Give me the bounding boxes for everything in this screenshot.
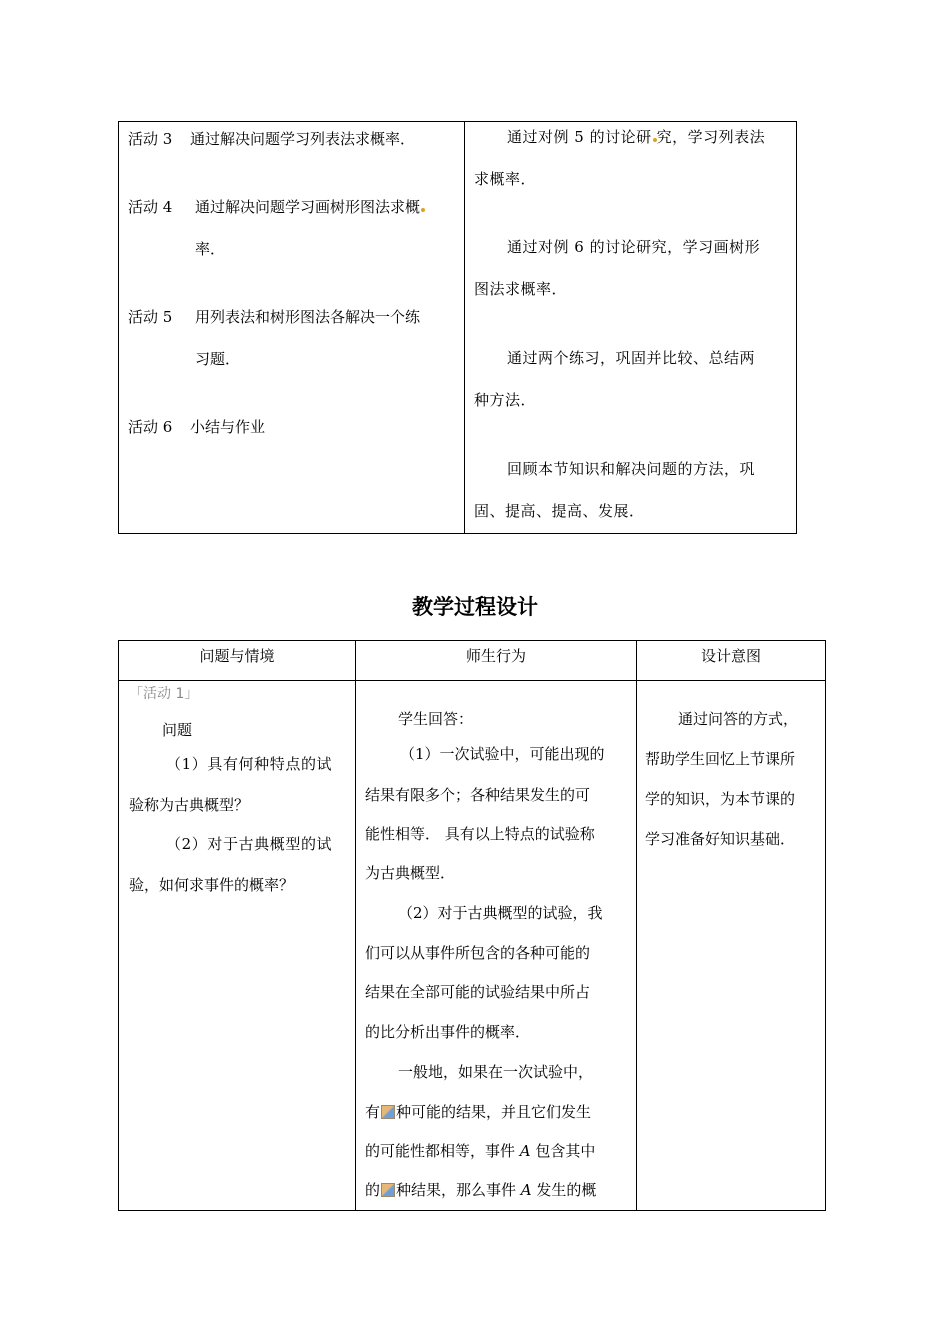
table-header-divider <box>119 680 825 681</box>
cell-line: 帮助学生回忆上节课所 <box>645 750 796 768</box>
activity-text: 通过解决问题学习列表法求概率． <box>190 130 416 148</box>
cell-line: 通过问答的方式， <box>678 710 799 728</box>
cell-line: 的比分析出事件的概率． <box>365 1023 531 1041</box>
table-column-divider <box>355 641 356 1210</box>
cell-line: 一般地，如果在一次试验中， <box>398 1063 594 1081</box>
activity-label: 活动 6 <box>128 418 173 436</box>
header-design-intent: 设计意图 <box>700 647 761 665</box>
header-teacher-student: 师生行为 <box>465 647 526 665</box>
cell-line: 能性相等． 具有以上特点的试验称 <box>365 825 595 843</box>
goal-paragraph-3: 通过两个练习，巩固并比较、总结两 种方法． <box>474 349 756 409</box>
process-table <box>118 640 826 1211</box>
activity-3 <box>128 126 415 152</box>
activity-text-line2: 习题． <box>195 350 241 368</box>
activity-label: 活动 5 <box>128 308 173 326</box>
cell-line: 们可以从事件所包含的各种可能的 <box>365 944 591 962</box>
cell-line: 有 种可能的结果，并且它们发生 <box>365 1103 592 1121</box>
mark-dot-icon <box>421 208 425 212</box>
cell-line: 结果有限多个；各种结果发生的可 <box>365 786 591 804</box>
activity-label: 活动 3 <box>128 130 173 148</box>
cell-line: （2）对于古典概型的试 <box>166 835 333 853</box>
table-column-divider <box>464 122 465 533</box>
activity-text-line1: 用列表法和树形图法各解决一个练 <box>195 308 421 326</box>
cell-line: 的 种结果，那么事件 A 发生的概 <box>365 1181 597 1199</box>
activity-text-line2: 率． <box>195 240 226 258</box>
activity-text-line1: 通过解决问题学习画树形图法求概 <box>195 194 425 220</box>
cell-line: 学的知识，为本节课的 <box>645 790 796 808</box>
cell-line: 的可能性都相等，事件 A 包含其中 <box>365 1142 596 1160</box>
cell-line: 问题 <box>162 721 193 739</box>
cell-line: （1）一次试验中，可能出现的 <box>400 745 605 763</box>
cell-line: 验，如何求事件的概率？ <box>129 876 295 894</box>
activity-label: 活动 4 <box>128 198 173 216</box>
cell-line: 结果在全部可能的试验结果中所占 <box>365 983 591 1001</box>
activity-text: 小结与作业 <box>190 418 266 436</box>
activity-6 <box>128 414 265 440</box>
image-placeholder-icon <box>381 1105 395 1119</box>
cell-line: 学生回答： <box>398 710 474 728</box>
goal-paragraph-2: 通过对例 6 的讨论研究，学习画树形 图法求概率． <box>474 238 761 298</box>
cell-line: （2）对于古典概型的试验，我 <box>398 904 603 922</box>
section-title: 教学过程设计 <box>412 595 538 619</box>
goal-paragraph-4: 回顾本节知识和解决问题的方法，巩 固、提高、提高、发展． <box>474 460 756 520</box>
cell-line: 学习准备好知识基础． <box>645 830 796 848</box>
table-column-divider <box>636 641 637 1210</box>
cell-line: 为古典概型． <box>365 864 456 882</box>
image-placeholder-icon <box>381 1183 395 1197</box>
goal-paragraph-1: 通过对例 5 的讨论研 究，学习列表法 求概率． <box>474 128 766 188</box>
cell-line: （1）具有何种特点的试 <box>166 755 333 773</box>
cell-line: 验称为古典概型？ <box>129 796 250 814</box>
header-problem-context: 问题与情境 <box>199 647 275 665</box>
activities-table <box>118 121 797 534</box>
activity-tag: 「活动 1」 <box>129 686 199 702</box>
